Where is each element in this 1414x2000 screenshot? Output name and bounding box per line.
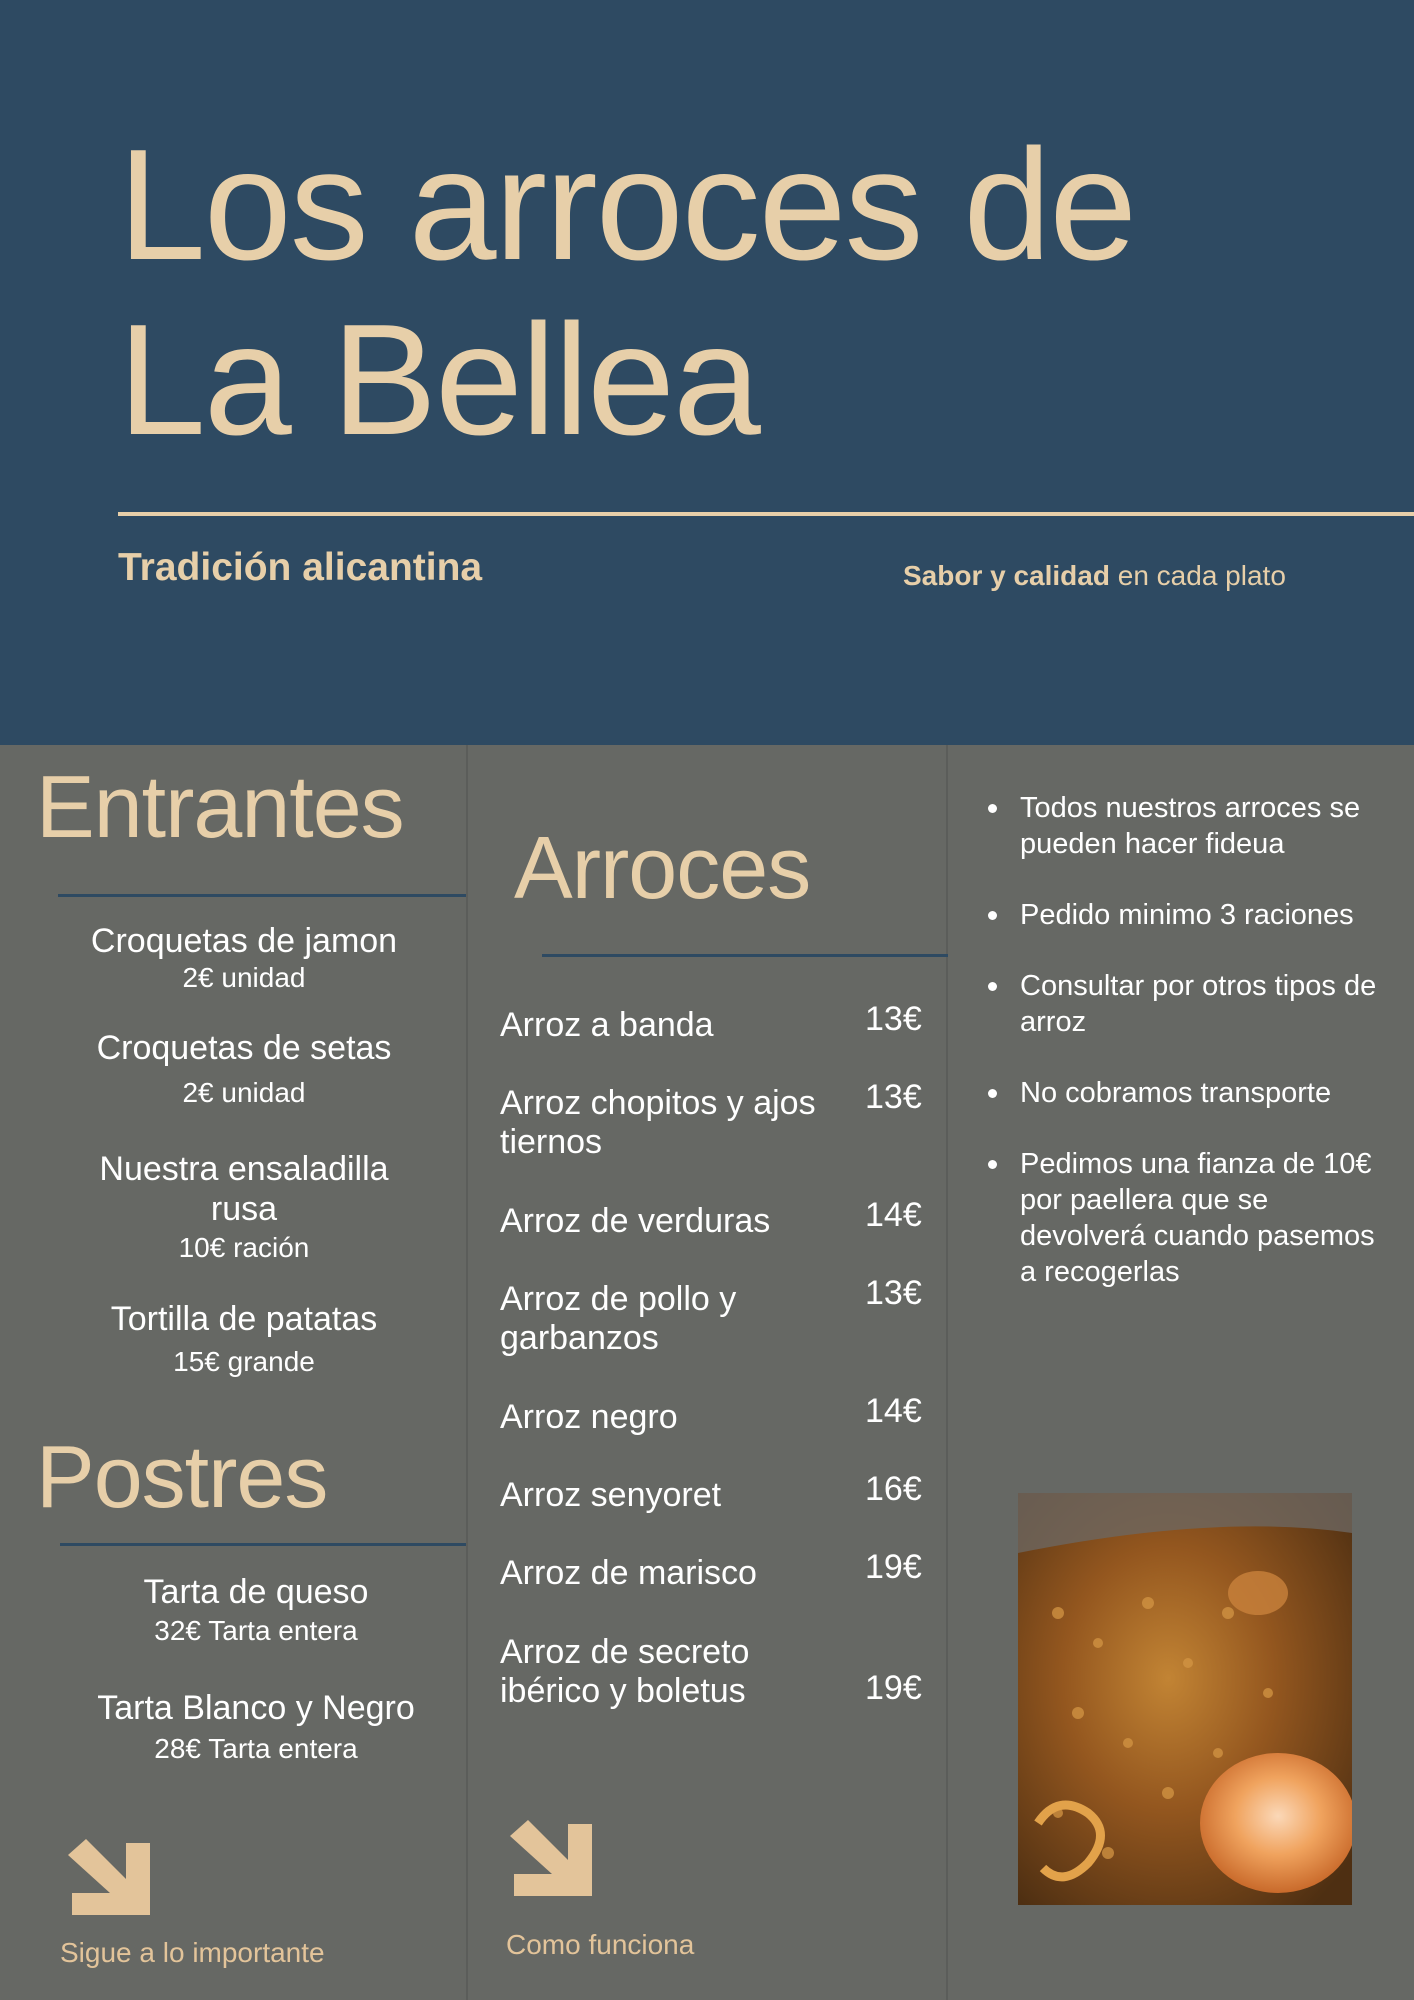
item-name: Tortilla de patatas bbox=[110, 1300, 378, 1338]
column-divider-right bbox=[946, 745, 948, 2000]
note-text: No cobramos transporte bbox=[1020, 1077, 1332, 1109]
paella-photo bbox=[1018, 1493, 1352, 1905]
menu-item bbox=[46, 1688, 466, 1766]
note-item bbox=[988, 897, 1398, 933]
arrow-down-right-icon bbox=[506, 1816, 596, 1906]
bullet-icon bbox=[988, 982, 997, 991]
rice-name: Arroz de secreto ibérico y boletus bbox=[500, 1633, 750, 1710]
rice-name: Arroz de marisco bbox=[500, 1554, 757, 1592]
item-price: 15€ grande bbox=[173, 1346, 315, 1377]
item-price: 28€ Tarta entera bbox=[154, 1733, 358, 1764]
bullet-icon bbox=[988, 1160, 997, 1169]
tagline-left: Tradición alicantina bbox=[118, 546, 483, 589]
column-divider-left bbox=[466, 745, 468, 2000]
note-text: Pedido minimo 3 raciones bbox=[1020, 899, 1354, 931]
rice-price: 13€ bbox=[865, 1274, 922, 1312]
menu-item bbox=[34, 921, 454, 995]
postres-title: Postres bbox=[36, 1427, 328, 1526]
item-name: Tarta de queso bbox=[143, 1573, 369, 1611]
rice-name: Arroz de pollo y garbanzos bbox=[500, 1280, 737, 1357]
menu-item bbox=[34, 1149, 454, 1265]
rice-price: 19€ bbox=[865, 1548, 922, 1586]
rice-price: 13€ bbox=[865, 1078, 922, 1116]
menu-item bbox=[46, 1572, 466, 1648]
item-price: 2€ unidad bbox=[182, 962, 306, 993]
rice-name: Arroz de verduras bbox=[500, 1202, 771, 1240]
item-name: Tarta Blanco y Negro bbox=[97, 1689, 415, 1727]
rice-price: 19€ bbox=[865, 1669, 922, 1707]
bullet-icon bbox=[988, 804, 997, 813]
tagline-right-rest: en cada plato bbox=[1109, 560, 1286, 591]
rice-price: 13€ bbox=[865, 1000, 922, 1038]
rice-price: 16€ bbox=[865, 1470, 922, 1508]
header-banner bbox=[0, 0, 1414, 745]
note-item bbox=[988, 968, 1398, 1040]
bullet-icon bbox=[988, 911, 997, 920]
item-price: 32€ Tarta entera bbox=[154, 1615, 358, 1646]
bullet-icon bbox=[988, 1089, 997, 1098]
entrantes-title: Entrantes bbox=[36, 757, 404, 856]
note-item bbox=[988, 790, 1398, 862]
rice-price: 14€ bbox=[865, 1392, 922, 1430]
note-item bbox=[988, 1146, 1398, 1290]
footer-link-how-it-works[interactable]: Como funciona bbox=[506, 1929, 695, 1960]
title-line-2: La Bellea bbox=[118, 292, 759, 468]
header-divider bbox=[118, 512, 1414, 516]
menu-item bbox=[34, 1028, 454, 1110]
item-name: Croquetas de setas bbox=[96, 1029, 392, 1067]
rice-name: Arroz negro bbox=[500, 1398, 678, 1436]
rice-price: 14€ bbox=[865, 1196, 922, 1234]
entrantes-divider bbox=[58, 894, 466, 897]
note-item bbox=[988, 1075, 1398, 1111]
notes-list bbox=[988, 790, 1398, 1325]
item-price: 2€ unidad bbox=[182, 1077, 306, 1108]
arroces-divider bbox=[542, 954, 948, 957]
rice-name: Arroz chopitos y ajos tiernos bbox=[500, 1084, 816, 1161]
postres-divider bbox=[60, 1543, 466, 1546]
note-text: Consultar por otros tipos de arroz bbox=[1020, 970, 1377, 1038]
title-line-1: Los arroces de bbox=[118, 117, 1136, 293]
tagline-right bbox=[903, 560, 1286, 592]
item-name: Nuestra ensaladilla rusa bbox=[99, 1150, 389, 1228]
footer-link-important[interactable]: Sigue a lo importante bbox=[60, 1937, 325, 1968]
note-text: Todos nuestros arroces se pueden hacer fideua bbox=[1020, 792, 1361, 860]
page-title bbox=[118, 118, 1318, 468]
arrow-down-right-icon bbox=[64, 1835, 154, 1925]
paella-illustration bbox=[1018, 1493, 1352, 1905]
arroces-title: Arroces bbox=[514, 818, 811, 917]
item-name: Croquetas de jamon bbox=[90, 922, 398, 960]
tagline-right-bold: Sabor y calidad bbox=[903, 560, 1110, 591]
item-price: 10€ ración bbox=[178, 1232, 310, 1263]
note-text: Pedimos una fianza de 10€ por paellera que se devolverá cuando pasemos a recogerlas bbox=[1020, 1148, 1375, 1288]
rice-name: Arroz senyoret bbox=[500, 1476, 722, 1514]
menu-item bbox=[34, 1299, 454, 1379]
rice-name: Arroz a banda bbox=[500, 1006, 714, 1044]
